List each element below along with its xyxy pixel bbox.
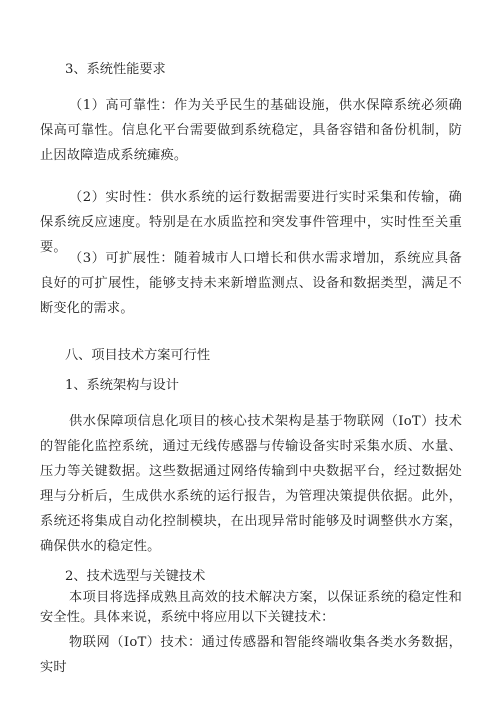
paragraph-tech-selection: 本项目将选择成熟且高效的技术解决方案，以保证系统的稳定性和安全性。具体来说，系统中将应用以下关键技术： bbox=[40, 590, 462, 625]
section-heading-tech-selection: 2、技术选型与关键技术 bbox=[65, 569, 206, 584]
paragraph-architecture: 供水保障项信息化项目的核心技术架构是基于物联网（IoT）技术的智能化监控系统，通过无线传感器与传输设备实时采集水质、水量、压力等关键数据。这些数据通过网络传输到中央数据平台，经过数据处理与分析后，生成供水系统的运行报告，为管理决策提供依据。此外，系统还将集成自动化控制模块，在出现异常时能够及时调整供水方案，确保供水的稳定性。 bbox=[40, 414, 462, 554]
paragraph-iot: 物联网（IoT）技术：通过传感器和智能终端收集各类水务数据，实时 bbox=[40, 635, 462, 675]
section-heading-architecture: 1、系统架构与设计 bbox=[65, 378, 179, 393]
section-heading-performance: 3、系统性能要求 bbox=[65, 62, 166, 77]
paragraph-reliability: （1）高可靠性：作为关乎民生的基础设施，供水保障系统必须确保高可靠性。信息化平台需要做到系统稳定，具备容错和备份机制，防止因故障造成系统瘫痪。 bbox=[40, 98, 462, 163]
paragraph-scalability: （3）可扩展性：随着城市人口增长和供水需求增加，系统应具备良好的可扩展性，能够支持未来新增监测点、设备和数据类型，满足不断变化的需求。 bbox=[40, 251, 462, 316]
chapter-heading-feasibility: 八、项目技术方案可行性 bbox=[65, 348, 211, 363]
paragraph-realtime: （2）实时性：供水系统的运行数据需要进行实时采集和传输，确保系统反应速度。特别是在水质监控和突发事件管理中，实时性至关重要。 bbox=[40, 190, 462, 255]
